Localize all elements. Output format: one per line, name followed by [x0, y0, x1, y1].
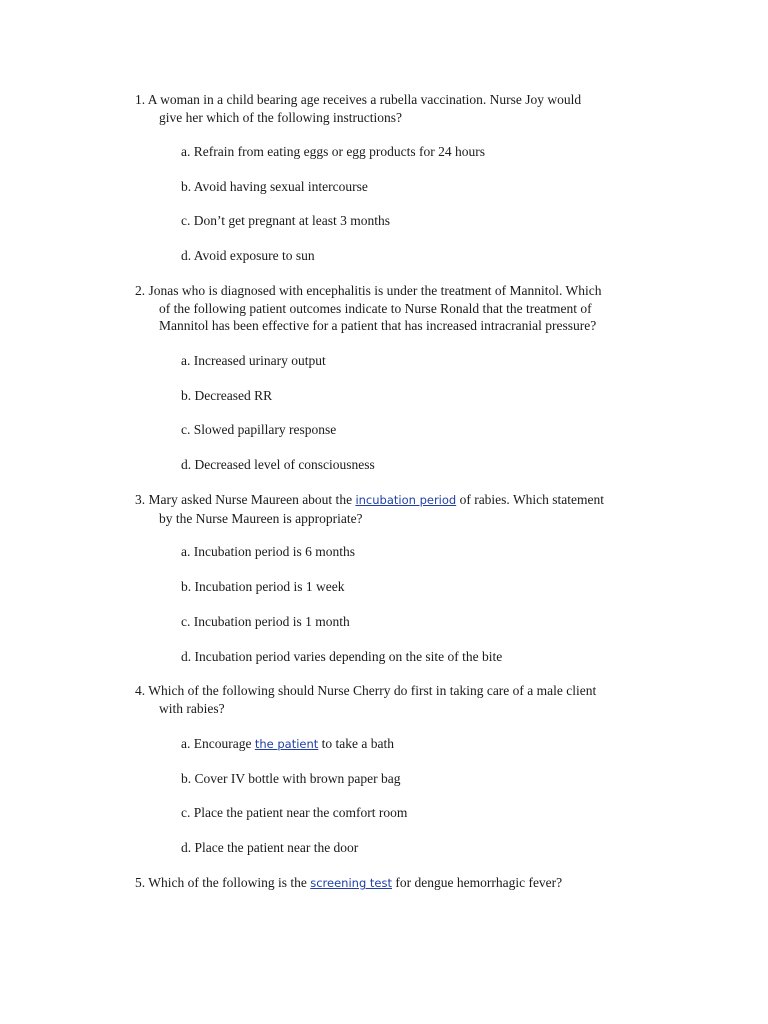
question-3-option-d: d. Incubation period varies depending on the site of the bite: [181, 649, 503, 664]
question-4-option-d: d. Place the patient near the door: [181, 840, 359, 855]
incubation-period-link[interactable]: incubation period: [355, 493, 457, 507]
question-5: [135, 874, 665, 893]
the-patient-link[interactable]: the patient: [254, 737, 319, 751]
question-2-line-2: of the following patient outcomes indicate to Nurse Ronald that the treatment of: [159, 300, 592, 316]
question-5-text-post: for dengue hemorrhagic fever?: [392, 875, 563, 890]
question-3-line-1: [135, 491, 665, 510]
question-2-option-c: c. Slowed papillary response: [181, 422, 337, 437]
question-2-line-3: Mannitol has been effective for a patient that has increased intracranial pressure?: [159, 318, 597, 333]
screening-test-link[interactable]: screening test: [310, 876, 392, 890]
question-1-option-c: c. Don’t get pregnant at least 3 months: [181, 213, 390, 228]
question-1-option-b: b. Avoid having sexual intercourse: [181, 179, 368, 194]
question-3: [135, 491, 665, 527]
question-4-option-a: [181, 735, 394, 754]
question-3-option-c: c. Incubation period is 1 month: [181, 614, 350, 629]
question-1-line-1: 1. A woman in a child bearing age receives a rubella vaccination. Nurse Joy would: [135, 92, 582, 107]
question-1-option-a: a. Refrain from eating eggs or egg products for 24 hours: [181, 144, 486, 159]
question-3-text-pre: 3. Mary asked Nurse Maureen about the: [135, 492, 356, 507]
question-4-option-a-pre: a. Encourage: [181, 736, 255, 751]
question-4-option-a-post: to take a bath: [318, 736, 395, 751]
question-2-line-1: 2. Jonas who is diagnosed with encephalitis is under the treatment of Mannitol. Which: [135, 283, 602, 298]
question-2-option-d: d. Decreased level of consciousness: [181, 457, 375, 472]
question-4-option-b: b. Cover IV bottle with brown paper bag: [181, 771, 401, 786]
question-4-line-1: 4. Which of the following should Nurse Cherry do first in taking care of a male client: [135, 683, 597, 698]
question-3-text-post: of rabies. Which statement: [456, 492, 605, 507]
question-4-option-c: c. Place the patient near the comfort room: [181, 805, 408, 820]
question-5-text-pre: 5. Which of the following is the: [135, 875, 311, 890]
question-2-option-a: a. Increased urinary output: [181, 353, 326, 368]
question-3-option-a: a. Incubation period is 6 months: [181, 544, 355, 559]
question-4-line-2: with rabies?: [159, 700, 225, 716]
question-4: [135, 682, 665, 717]
question-1: [135, 91, 665, 126]
question-3-line-2: by the Nurse Maureen is appropriate?: [159, 510, 363, 526]
question-5-line-1: [135, 874, 665, 893]
question-2: [135, 282, 665, 335]
question-3-option-b: b. Incubation period is 1 week: [181, 579, 345, 594]
question-1-line-2: give her which of the following instructions?: [159, 109, 402, 125]
question-1-option-d: d. Avoid exposure to sun: [181, 248, 315, 263]
question-2-option-b: b. Decreased RR: [181, 388, 273, 403]
